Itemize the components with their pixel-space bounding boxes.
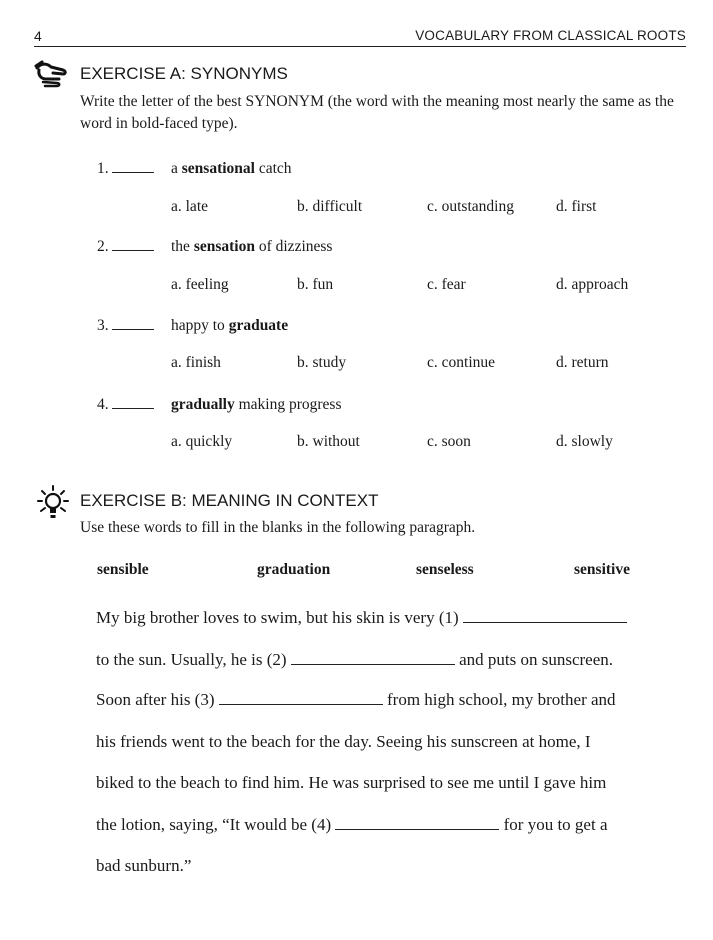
- header-rule: [34, 46, 686, 47]
- option-c: c. soon: [427, 433, 471, 450]
- running-head: VOCABULARY FROM CLASSICAL ROOTS: [415, 28, 686, 43]
- option-c: c. fear: [427, 276, 466, 293]
- option-c: c. continue: [427, 354, 496, 371]
- fill-blank-2[interactable]: [291, 663, 455, 665]
- paragraph-line: to the sun. Usually, he is (2) and puts on sunscreen.: [96, 650, 614, 669]
- answer-blank[interactable]: [112, 328, 154, 330]
- option-a: a. quickly: [171, 433, 233, 450]
- question-number: 2.: [97, 238, 154, 256]
- question-number: 1.: [97, 160, 154, 178]
- exercise-a-instructions: Write the letter of the best SYNONYM (the word with the meaning most nearly the same as the word in bold-faced type).: [80, 93, 674, 132]
- option-b: b. study: [297, 354, 347, 371]
- answer-blank[interactable]: [112, 249, 154, 251]
- paragraph-line: bad sunburn.”: [96, 856, 192, 875]
- page-number: 4: [34, 28, 42, 44]
- paragraph-line: Soon after his (3) from high school, my brother and: [96, 690, 616, 709]
- option-c: c. outstanding: [427, 198, 514, 215]
- exercise-a-title: EXERCISE A: SYNONYMS: [80, 64, 288, 83]
- option-a: a. feeling: [171, 276, 229, 293]
- question-prompt: the sensation of dizziness: [171, 238, 333, 255]
- option-d: d. approach: [556, 276, 629, 293]
- option-d: d. first: [556, 198, 597, 215]
- fill-blank-4[interactable]: [335, 828, 499, 830]
- fill-blank-3[interactable]: [219, 703, 383, 705]
- paragraph-line: his friends went to the beach for the day. Seeing his sunscreen at home, I: [96, 732, 591, 751]
- question-prompt: gradually making progress: [171, 396, 342, 413]
- paragraph-line: the lotion, saying, “It would be (4) for you to get a: [96, 815, 608, 834]
- paragraph-line: My big brother loves to swim, but his skin is very (1): [96, 608, 627, 628]
- option-b: b. without: [297, 433, 360, 450]
- exercise-b-instructions: Use these words to fill in the blanks in the following paragraph.: [80, 519, 476, 536]
- word-bank-item: senseless: [416, 561, 474, 578]
- option-b: b. difficult: [297, 198, 363, 215]
- option-d: d. slowly: [556, 433, 613, 450]
- option-a: a. late: [171, 198, 209, 215]
- fill-blank-1[interactable]: [463, 621, 627, 623]
- word-bank-item: graduation: [257, 561, 331, 578]
- paragraph-line: biked to the beach to find him. He was surprised to see me until I gave him: [96, 773, 607, 792]
- exercise-b-title: EXERCISE B: MEANING IN CONTEXT: [80, 491, 379, 510]
- option-a: a. finish: [171, 354, 221, 371]
- lightbulb-icon: [36, 484, 70, 524]
- word-bank-item: sensitive: [574, 561, 630, 578]
- question-prompt: happy to graduate: [171, 317, 289, 334]
- hand-pointing-icon: [33, 60, 69, 90]
- word-bank-item: sensible: [97, 561, 149, 578]
- answer-blank[interactable]: [112, 171, 154, 173]
- question-prompt: a sensational catch: [171, 160, 292, 177]
- question-number: 4.: [97, 396, 154, 414]
- answer-blank[interactable]: [112, 407, 154, 409]
- question-number: 3.: [97, 317, 154, 335]
- option-d: d. return: [556, 354, 609, 371]
- option-b: b. fun: [297, 276, 334, 293]
